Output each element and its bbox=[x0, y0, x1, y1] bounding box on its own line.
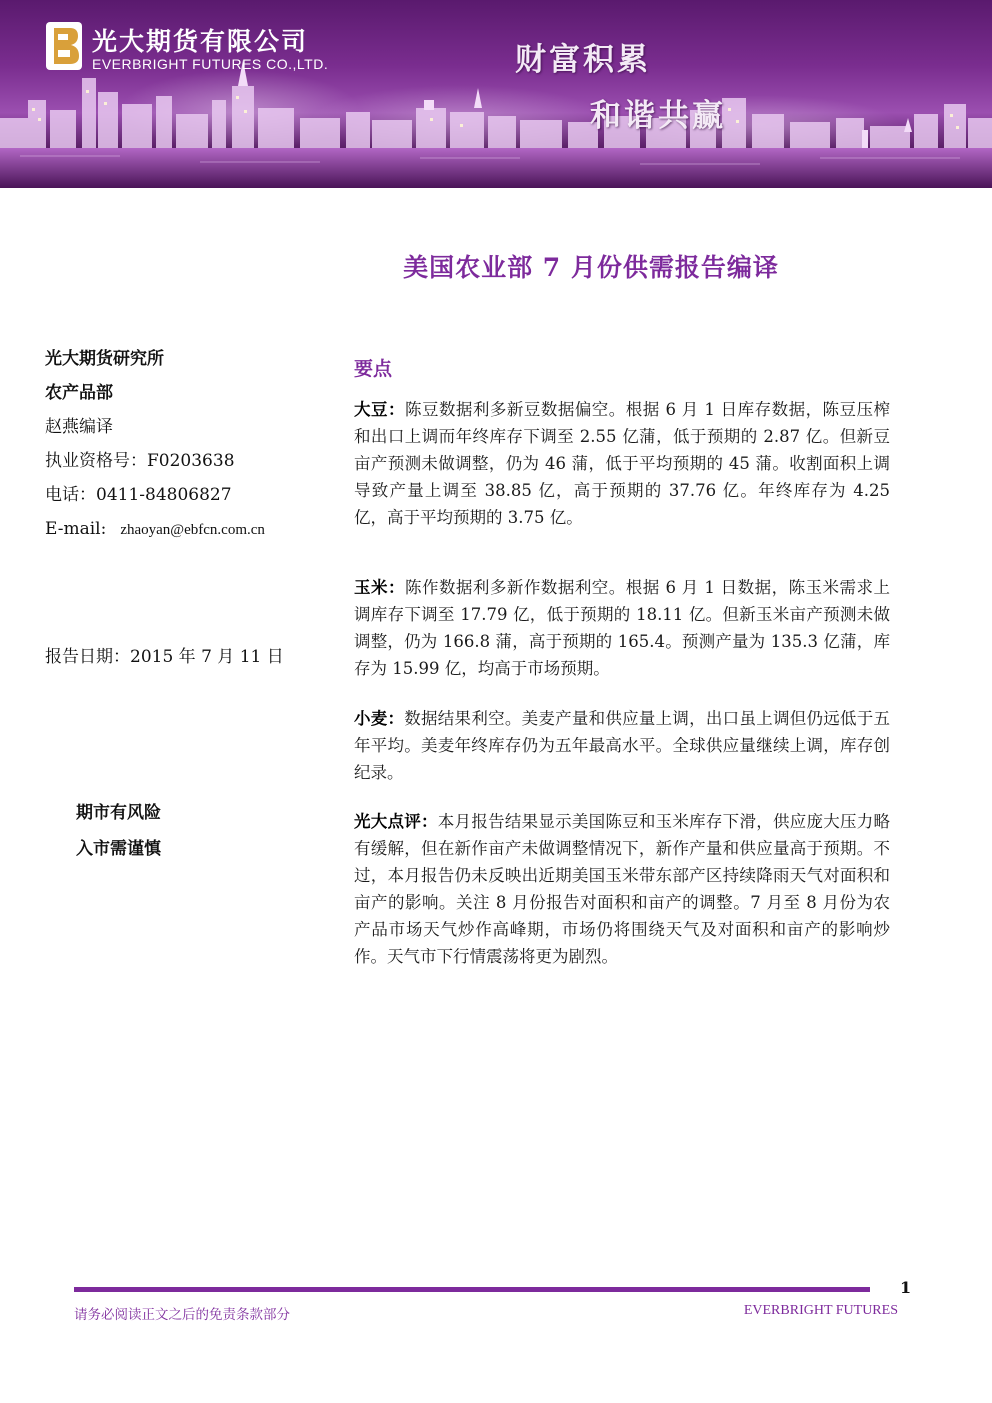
institute-name: 光大期货研究所 bbox=[45, 349, 164, 369]
commentary-label: 光大点评： bbox=[354, 812, 438, 831]
email-address[interactable]: zhaoyan@ebfcn.com.cn bbox=[120, 522, 265, 538]
report-date: 报告日期：2015 年 7 月 11 日 bbox=[45, 647, 284, 667]
risk-warning bbox=[76, 795, 161, 867]
risk-line-2: 入市需谨慎 bbox=[76, 839, 161, 859]
soybean-label: 大豆： bbox=[354, 400, 405, 419]
footer-brand: EVERBRIGHT FUTURES bbox=[743, 1303, 898, 1318]
translator-name: 赵燕编译 bbox=[45, 417, 113, 437]
commentary-paragraph bbox=[354, 808, 890, 970]
key-points-heading: 要点 bbox=[354, 358, 393, 380]
email-label: E-mail: bbox=[45, 519, 107, 539]
page-number: 1 bbox=[900, 1278, 912, 1297]
wheat-text: 数据结果利空。美麦产量和供应量上调，出口虽上调但仍远低于五年平均。美麦年终库存仍为五年最高水平。全球供应量继续上调，库存创纪录。 bbox=[354, 709, 891, 782]
slogan-line-1: 财富积累 bbox=[515, 42, 651, 78]
risk-line-1: 期市有风险 bbox=[76, 803, 161, 823]
header-banner bbox=[0, 0, 992, 188]
email-row bbox=[45, 512, 325, 546]
corn-label: 玉米： bbox=[354, 578, 405, 597]
disclaimer-note: 请务必阅读正文之后的免责条款部分 bbox=[74, 1307, 290, 1323]
department-name: 农产品部 bbox=[45, 383, 113, 403]
corn-paragraph bbox=[354, 574, 890, 682]
commentary-text: 本月报告结果显示美国陈豆和玉米库存下滑，供应庞大压力略有缓解，但在新作亩产未做调整情况下，新作产量和供应量高于预期。不过，本月报告仍未反映出近期美国玉米带东部产区持续降雨天气对面积和亩产的影响。关注 8 月份报告对面积和亩产的调整。7 月至 8 月份为农产品市场天气炒作高峰期，市场仍将围绕天气及对面积和亩产的影响炒作。天气市下行情震荡将更为剧烈。 bbox=[354, 812, 891, 966]
phone-number: 电话：0411-84806827 bbox=[45, 485, 232, 505]
company-logo-icon bbox=[46, 22, 82, 70]
footer-divider bbox=[74, 1287, 870, 1292]
wheat-label: 小麦： bbox=[354, 709, 405, 728]
slogan-line-2: 和谐共赢 bbox=[590, 98, 726, 134]
company-name-en: EVERBRIGHT FUTURES CO.,LTD. bbox=[92, 56, 329, 72]
soybean-text: 陈豆数据利多新豆数据偏空。根据 6 月 1 日库存数据，陈豆压榨和出口上调而年终库存下调至 2.55 亿蒲，低于预期的 2.87 亿。但新豆亩产预测未做调整，仍为 46 蒲，低于平均预期的 45 蒲。收割面积上调导致产量上调至 38.85 亿，高于预期的 37.76 亿。年终库存为 4.25 亿，高于平均预期的 3.75 亿。 bbox=[354, 400, 891, 527]
wheat-paragraph bbox=[354, 705, 890, 786]
corn-text: 陈作数据利多新作数据利空。根据 6 月 1 日数据，陈玉米需求上调库存下调至 17.79 亿，低于预期的 18.11 亿。但新玉米亩产预测未做调整，仍为 166.8 蒲，高于预期的 165.4。预测产量为 135.3 亿蒲，库存为 15.99 亿，均高于市场预期。 bbox=[354, 578, 891, 678]
soybean-paragraph bbox=[354, 396, 890, 531]
author-info bbox=[45, 342, 325, 546]
report-title: 美国农业部 7 月份供需报告编译 bbox=[403, 253, 779, 282]
company-name-cn: 光大期货有限公司 bbox=[92, 27, 309, 56]
license-number: 执业资格号：F0203638 bbox=[45, 451, 235, 471]
